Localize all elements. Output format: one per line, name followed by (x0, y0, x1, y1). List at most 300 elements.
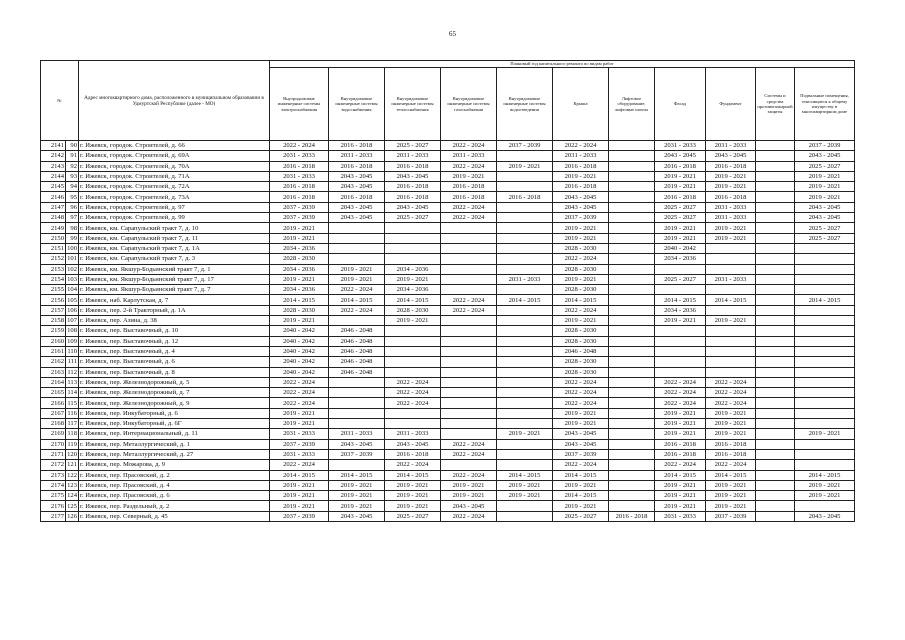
table-row (41, 367, 855, 377)
repair-period-cell: 2028 - 2030 (270, 254, 329, 264)
repair-period-cell: 2034 - 2036 (270, 264, 329, 274)
repair-period-cell: 2019 - 2021 (655, 408, 706, 418)
repair-period-cell (441, 346, 497, 356)
repair-period-cell: 2019 - 2021 (329, 274, 385, 284)
row-local-number: 109 (67, 337, 77, 345)
repair-period-cell: 2019 - 2021 (385, 480, 441, 490)
repair-period-cell: 2022 - 2024 (553, 460, 609, 470)
repair-period-cell: 2025 - 2027 (385, 141, 441, 151)
table-row (41, 305, 855, 315)
repair-period-cell: 2019 - 2021 (655, 223, 706, 233)
row-local-number: 125 (67, 502, 77, 510)
repair-period-cell: 2022 - 2024 (441, 202, 497, 212)
table-row (41, 285, 855, 295)
repair-period-cell (329, 460, 385, 470)
repair-period-cell (385, 326, 441, 336)
repair-period-cell (795, 254, 855, 264)
repair-period-cell (795, 243, 855, 253)
row-number: 2146 (41, 192, 66, 202)
repair-period-cell: 2019 - 2021 (795, 480, 855, 490)
repair-period-cell (497, 346, 553, 356)
repair-period-cell: 2037 - 2039 (329, 449, 385, 459)
row-local-number: 120 (67, 451, 77, 459)
repair-period-cell: 2019 - 2021 (706, 491, 756, 501)
repair-period-cell: 2043 - 2045 (553, 192, 609, 202)
repair-period-cell: 2043 - 2045 (706, 151, 756, 161)
repair-period-cell: 2019 - 2021 (270, 316, 329, 326)
column-header-work: Фасад (655, 68, 706, 141)
repair-period-cell: 2022 - 2024 (553, 141, 609, 151)
repair-period-cell: 2016 - 2018 (553, 182, 609, 192)
table-row (41, 388, 855, 398)
column-group-title: Плановый год капитального ремонта по видам работ (270, 61, 855, 68)
repair-period-cell (497, 182, 553, 192)
table-row (41, 161, 855, 171)
row-local-number: 110 (67, 348, 77, 356)
repair-period-cell (385, 419, 441, 429)
repair-period-cell: 2014 - 2015 (795, 470, 855, 480)
table-row (41, 192, 855, 202)
repair-period-cell (609, 398, 655, 408)
repair-period-cell: 2019 - 2021 (655, 182, 706, 192)
repair-period-cell (497, 398, 553, 408)
repair-period-cell (497, 223, 553, 233)
repair-period-cell: 2022 - 2024 (270, 460, 329, 470)
repair-period-cell: 2031 - 2033 (553, 151, 609, 161)
repair-period-cell: 2014 - 2015 (497, 470, 553, 480)
table-row (41, 151, 855, 161)
repair-period-cell (441, 223, 497, 233)
table-row (41, 460, 855, 470)
repair-period-cell (609, 316, 655, 326)
row-local-number: 99 (66, 233, 79, 243)
table-row (41, 419, 855, 429)
repair-period-cell: 2031 - 2033 (329, 429, 385, 439)
repair-period-cell: 2016 - 2018 (270, 182, 329, 192)
repair-period-cell (756, 264, 795, 274)
repair-period-cell (756, 419, 795, 429)
repair-period-cell: 2022 - 2024 (655, 398, 706, 408)
repair-period-cell: 2019 - 2021 (497, 480, 553, 490)
row-address: г. Ижевск, городок. Строителей, д. 69А (79, 151, 270, 161)
repair-period-cell (609, 388, 655, 398)
repair-period-cell (609, 470, 655, 480)
repair-period-cell: 2019 - 2021 (795, 192, 855, 202)
row-number: 2151 (41, 243, 66, 253)
table-row (41, 233, 855, 243)
repair-period-cell (756, 274, 795, 284)
repair-period-cell: 2022 - 2024 (441, 449, 497, 459)
row-address: г. Ижевск, городок. Строителей, д. 70А (79, 161, 270, 171)
repair-period-cell (385, 336, 441, 346)
row-local-number: 90 (66, 141, 79, 151)
repair-period-cell (756, 346, 795, 356)
row-local-number: 93 (66, 171, 79, 181)
table-row (41, 336, 855, 346)
table-row (41, 264, 855, 274)
repair-period-cell: 2046 - 2048 (329, 367, 385, 377)
repair-period-cell (441, 388, 497, 398)
repair-period-cell: 2043 - 2045 (795, 213, 855, 223)
row-address: г. Ижевск, пер. Выставочный, д. 4 (79, 346, 270, 356)
row-number: 2154 (41, 274, 66, 284)
repair-period-cell: 2022 - 2024 (385, 377, 441, 387)
repair-period-cell (441, 336, 497, 346)
repair-period-cell (329, 388, 385, 398)
row-number: 2162 (41, 357, 66, 367)
repair-period-cell: 2014 - 2015 (655, 470, 706, 480)
row-local-number: 122 (67, 471, 77, 479)
repair-period-cell (609, 223, 655, 233)
row-number: 2157 (41, 305, 66, 315)
repair-period-cell: 2043 - 2045 (795, 202, 855, 212)
repair-period-cell (706, 285, 756, 295)
repair-period-cell (795, 285, 855, 295)
repair-period-cell (756, 501, 795, 511)
row-number: 2169 (41, 429, 66, 439)
row-address: г. Ижевск, пер. Северный, д. 45 (79, 511, 270, 521)
repair-period-cell (655, 326, 706, 336)
row-local-number: 107 (67, 317, 77, 325)
repair-period-cell: 2046 - 2048 (329, 346, 385, 356)
row-local-number: 96 (66, 202, 79, 212)
repair-period-cell (329, 254, 385, 264)
repair-period-cell: 2019 - 2021 (795, 429, 855, 439)
repair-period-cell (706, 357, 756, 367)
repair-period-cell (756, 429, 795, 439)
repair-period-cell: 2022 - 2024 (441, 439, 497, 449)
row-local-number: 97 (66, 213, 79, 223)
repair-period-cell (756, 171, 795, 181)
repair-period-cell: 2025 - 2027 (795, 223, 855, 233)
row-number: 2141 (41, 141, 66, 151)
repair-period-cell (609, 285, 655, 295)
repair-period-cell: 2016 - 2018 (329, 192, 385, 202)
repair-period-cell: 2025 - 2027 (385, 213, 441, 223)
repair-period-cell: 2019 - 2021 (385, 491, 441, 501)
repair-period-cell: 2046 - 2048 (553, 346, 609, 356)
repair-period-cell (609, 491, 655, 501)
repair-period-cell: 2028 - 2030 (553, 326, 609, 336)
row-local-number: 117 (67, 420, 77, 428)
column-header-work: Внутридомовые инженерные системы газоснабжения (441, 68, 497, 141)
row-number: 2149 (41, 223, 66, 233)
row-number: 2156 (41, 295, 66, 305)
repair-period-cell: 2043 - 2045 (329, 511, 385, 521)
repair-period-cell (655, 285, 706, 295)
repair-period-cell: 2019 - 2021 (706, 501, 756, 511)
row-address: г. Ижевск, км. Якшур-Бодьинский тракт 7, д. 7 (79, 285, 270, 295)
repair-period-cell: 2016 - 2018 (441, 182, 497, 192)
repair-period-cell (756, 305, 795, 315)
repair-period-cell (497, 264, 553, 274)
table-row (41, 501, 855, 511)
repair-period-cell (756, 480, 795, 490)
repair-period-cell (609, 254, 655, 264)
row-number: 2158 (41, 316, 66, 326)
table-row (41, 295, 855, 305)
repair-period-cell: 2014 - 2015 (270, 295, 329, 305)
repair-period-cell: 2019 - 2021 (497, 491, 553, 501)
repair-period-cell: 2022 - 2024 (655, 388, 706, 398)
repair-period-cell: 2022 - 2024 (553, 388, 609, 398)
repair-period-cell (756, 326, 795, 336)
repair-period-cell (795, 264, 855, 274)
repair-period-cell: 2019 - 2021 (385, 274, 441, 284)
repair-period-cell: 2014 - 2015 (329, 295, 385, 305)
repair-period-cell (655, 346, 706, 356)
row-address: г. Ижевск, пер. Железнодорожный, д. 9 (79, 398, 270, 408)
row-address: г. Ижевск, пер. Можарова, д. 9 (79, 460, 270, 470)
row-local-number: 126 (67, 512, 77, 520)
row-address: г. Ижевск, городок. Строителей, д. 97 (79, 202, 270, 212)
row-local-number: 116 (67, 409, 77, 417)
repair-period-cell: 2019 - 2021 (655, 480, 706, 490)
row-address: г. Ижевск, пер. Прасовский, д. 6 (79, 491, 270, 501)
repair-period-cell: 2022 - 2024 (441, 161, 497, 171)
row-address: г. Ижевск, пер. Раздельный, д. 2 (79, 501, 270, 511)
repair-period-cell: 2019 - 2021 (795, 182, 855, 192)
table-row (41, 254, 855, 264)
repair-period-cell (795, 449, 855, 459)
row-number: 2147 (41, 202, 66, 212)
row-local-number: 118 (67, 430, 77, 438)
repair-period-cell (497, 285, 553, 295)
row-number: 2170 (41, 439, 66, 449)
row-address: г. Ижевск, км. Сарапульский тракт 7, д. 3 (79, 254, 270, 264)
repair-period-cell (497, 377, 553, 387)
repair-period-cell: 2019 - 2021 (441, 171, 497, 181)
repair-period-cell (795, 346, 855, 356)
repair-period-cell (655, 357, 706, 367)
repair-period-cell: 2019 - 2021 (553, 274, 609, 284)
repair-period-cell (385, 254, 441, 264)
repair-period-cell (609, 233, 655, 243)
repair-period-cell (609, 460, 655, 470)
repair-period-cell: 2019 - 2021 (441, 491, 497, 501)
repair-period-cell: 2040 - 2042 (270, 336, 329, 346)
row-local-number: 124 (67, 492, 77, 500)
repair-period-cell (609, 326, 655, 336)
repair-period-cell: 2031 - 2033 (385, 151, 441, 161)
repair-period-cell (795, 460, 855, 470)
row-number: 2160 (41, 336, 66, 346)
repair-period-cell: 2022 - 2024 (553, 398, 609, 408)
repair-period-cell (609, 480, 655, 490)
repair-period-cell (497, 243, 553, 253)
row-local-number: 100 (67, 245, 77, 253)
repair-period-cell: 2025 - 2027 (655, 274, 706, 284)
column-header-work: Внутридомовые инженерные системы водоотведения (497, 68, 553, 141)
repair-period-cell: 2046 - 2048 (329, 336, 385, 346)
repair-period-cell (497, 367, 553, 377)
repair-period-cell: 2043 - 2045 (385, 202, 441, 212)
repair-period-cell: 2043 - 2045 (329, 182, 385, 192)
repair-period-cell (497, 202, 553, 212)
row-address: г. Ижевск, пер. Выставочный, д. 10 (79, 326, 270, 336)
row-number: 2167 (41, 408, 66, 418)
repair-period-cell (655, 336, 706, 346)
repair-period-cell: 2043 - 2045 (329, 213, 385, 223)
repair-period-cell (609, 449, 655, 459)
repair-period-cell (795, 408, 855, 418)
repair-period-cell (795, 388, 855, 398)
repair-period-cell (795, 326, 855, 336)
repair-period-cell (756, 243, 795, 253)
repair-period-cell (329, 233, 385, 243)
table-row (41, 141, 855, 151)
repair-period-cell: 2025 - 2027 (795, 233, 855, 243)
repair-period-cell: 2016 - 2018 (655, 161, 706, 171)
repair-period-cell (497, 449, 553, 459)
repair-period-cell (497, 357, 553, 367)
repair-period-cell (441, 254, 497, 264)
repair-period-cell (441, 243, 497, 253)
repair-period-cell (655, 367, 706, 377)
repair-period-cell (497, 460, 553, 470)
repair-period-cell: 2037 - 2039 (270, 213, 329, 223)
table-row (41, 429, 855, 439)
repair-period-cell (609, 295, 655, 305)
repair-period-cell (756, 398, 795, 408)
row-number: 2145 (41, 182, 66, 192)
table-row (41, 223, 855, 233)
repair-period-cell (756, 316, 795, 326)
table-row (41, 326, 855, 336)
repair-period-cell (329, 377, 385, 387)
repair-period-cell: 2016 - 2018 (706, 439, 756, 449)
repair-period-cell: 2014 - 2015 (553, 470, 609, 480)
repair-period-cell (441, 233, 497, 243)
table-row (41, 470, 855, 480)
repair-period-cell: 2034 - 2036 (270, 285, 329, 295)
repair-period-cell: 2019 - 2021 (706, 233, 756, 243)
repair-period-cell: 2040 - 2042 (270, 367, 329, 377)
repair-period-cell: 2019 - 2021 (497, 161, 553, 171)
repair-period-cell (497, 408, 553, 418)
repair-period-cell (756, 254, 795, 264)
row-local-number: 91 (66, 151, 79, 161)
repair-period-cell: 2016 - 2018 (609, 511, 655, 521)
row-local-number: 108 (67, 327, 77, 335)
repair-period-cell: 2031 - 2033 (655, 511, 706, 521)
repair-period-cell (795, 316, 855, 326)
repair-period-cell: 2025 - 2027 (553, 511, 609, 521)
row-local-number: 103 (67, 276, 77, 283)
repair-period-cell: 2037 - 2039 (497, 141, 553, 151)
repair-period-cell (609, 377, 655, 387)
repair-period-cell (609, 419, 655, 429)
repair-period-cell (756, 377, 795, 387)
repair-period-cell: 2019 - 2021 (655, 429, 706, 439)
repair-period-cell: 2037 - 2039 (553, 213, 609, 223)
repair-period-cell (756, 213, 795, 223)
repair-period-cell: 2016 - 2018 (385, 192, 441, 202)
repair-period-cell: 2014 - 2015 (655, 295, 706, 305)
repair-period-cell: 2019 - 2021 (655, 233, 706, 243)
repair-period-cell (441, 419, 497, 429)
repair-period-cell: 2014 - 2015 (553, 491, 609, 501)
row-address: г. Ижевск, городок. Строителей, д. 73А (79, 192, 270, 202)
repair-period-cell: 2028 - 2030 (385, 305, 441, 315)
row-number: 2150 (41, 233, 66, 243)
repair-period-cell: 2019 - 2021 (655, 419, 706, 429)
row-number: 2172 (41, 460, 66, 470)
row-local-number: 105 (67, 296, 77, 304)
column-header-number: № (41, 61, 79, 141)
repair-period-cell: 2037 - 2039 (795, 141, 855, 151)
repair-period-cell: 2019 - 2021 (706, 429, 756, 439)
row-address: г. Ижевск, пер. Инкубаторный, д. 6 (79, 408, 270, 418)
repair-period-cell: 2019 - 2021 (553, 223, 609, 233)
repair-period-cell: 2040 - 2042 (270, 346, 329, 356)
repair-period-cell: 2014 - 2015 (385, 470, 441, 480)
repair-period-cell: 2037 - 2039 (270, 439, 329, 449)
column-header-work: Системы и средства противопожарной защиты (756, 68, 795, 141)
repair-period-cell: 2019 - 2021 (553, 408, 609, 418)
repair-period-cell: 2031 - 2033 (441, 151, 497, 161)
row-local-number: 112 (67, 368, 77, 376)
repair-period-cell: 2022 - 2024 (270, 377, 329, 387)
repair-period-cell: 2016 - 2018 (385, 182, 441, 192)
repair-period-cell (756, 491, 795, 501)
row-number: 2155 (41, 285, 66, 295)
repair-period-cell (609, 161, 655, 171)
row-number: 2165 (41, 388, 66, 398)
repair-period-cell (756, 141, 795, 151)
row-local-number: 98 (66, 223, 79, 233)
repair-period-cell: 2022 - 2024 (441, 511, 497, 521)
repair-period-cell: 2031 - 2033 (706, 213, 756, 223)
repair-period-cell (706, 305, 756, 315)
repair-period-cell (609, 408, 655, 418)
row-number: 2174 (41, 480, 66, 490)
table-row (41, 243, 855, 253)
repair-period-cell (497, 419, 553, 429)
repair-period-cell: 2022 - 2024 (270, 398, 329, 408)
repair-period-cell (497, 439, 553, 449)
repair-period-cell: 2028 - 2030 (553, 264, 609, 274)
table-row (41, 511, 855, 521)
row-number: 2168 (41, 419, 66, 429)
repair-period-cell (441, 408, 497, 418)
repair-period-cell: 2019 - 2021 (706, 171, 756, 181)
repair-period-cell: 2031 - 2033 (655, 141, 706, 151)
repair-period-cell (385, 408, 441, 418)
repair-period-cell: 2016 - 2018 (497, 192, 553, 202)
row-address: г. Ижевск, городок. Строителей, д. 66 (79, 141, 270, 151)
repair-period-cell: 2034 - 2036 (270, 243, 329, 253)
repair-period-cell (609, 192, 655, 202)
repair-period-cell: 2022 - 2024 (706, 388, 756, 398)
row-address: г. Ижевск, пер. Выставочный, д. 6 (79, 357, 270, 367)
repair-period-cell: 2016 - 2018 (706, 449, 756, 459)
row-local-number: 115 (67, 399, 77, 407)
repair-period-cell: 2019 - 2021 (270, 480, 329, 490)
repair-period-cell: 2022 - 2024 (441, 213, 497, 223)
repair-period-cell: 2031 - 2033 (706, 274, 756, 284)
repair-period-cell: 2019 - 2021 (795, 491, 855, 501)
repair-period-cell: 2016 - 2018 (655, 439, 706, 449)
repair-period-cell: 2019 - 2021 (795, 171, 855, 181)
repair-period-cell: 2028 - 2030 (553, 285, 609, 295)
repair-period-cell (329, 316, 385, 326)
repair-period-cell: 2019 - 2021 (706, 408, 756, 418)
repair-period-cell: 2019 - 2021 (553, 316, 609, 326)
repair-period-cell (609, 182, 655, 192)
row-address: г. Ижевск, пер. Интернациональный, д. 11 (79, 429, 270, 439)
repair-period-cell: 2019 - 2021 (270, 419, 329, 429)
